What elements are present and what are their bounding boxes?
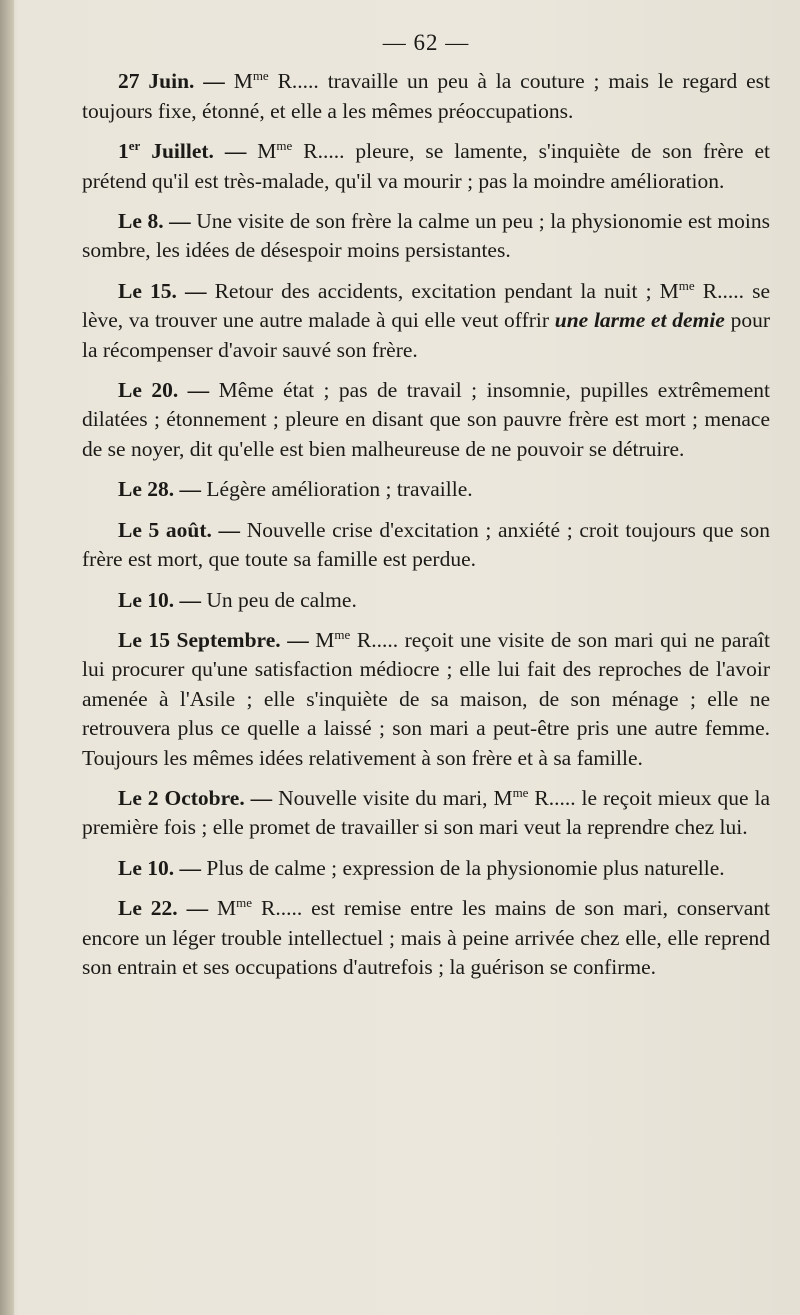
entry-le-8: Le 8. — Une visite de son frère la calme un peu ; la physionomie est moins sombre, les idées de désespoir moins persistantes. bbox=[82, 209, 771, 263]
entry-le-28: Le 28. — Légère amélioration ; travaille. bbox=[118, 477, 473, 502]
entry-1er-juillet: 1er Juillet. — $M^{me}$ R..... pleure, se lamente, s'inquiète de son frère et prétend qu'il est très-malade, qu'il va mourir ; pas la moindre amélioration. bbox=[82, 138, 770, 193]
entry-2-octobre: Le 2 Octobre. — Nouvelle visite du mari, $M^{me}$ R..... le reçoit mieux que la première fois ; elle promet de travailler si son mari veut la reprendre chez lui. bbox=[82, 784, 770, 840]
book-gutter bbox=[0, 0, 14, 1315]
entry-le-10-aout: Le 10. — Un peu de calme. bbox=[118, 587, 357, 612]
entry-27-juin: 27 Juin. — $M^{me}$ R..... travaille un peu à la couture ; mais le regard est toujours fixe, étonné, et elle a les mêmes préoccupations. bbox=[82, 68, 770, 123]
page-text bbox=[82, 28, 770, 993]
entry-15-septembre: Le 15 Septembre. — $M^{me}$ R..... reçoit une visite de son mari qui ne paraît lui procurer qu'une satisfaction médiocre ; elle lui fait des reproches de l'avoir amenée à l'Asile ; elle s'inquiète de sa maison, de son ménage ; elle ne retrouvera plus ce quelle a laissé ; son mari a peut-être pris une autre femme. Toujours les mêmes idées relativement à son frère et à sa famille. bbox=[82, 626, 771, 770]
entry-le-5-aout: Le 5 août. — Nouvelle crise d'excitation ; anxiété ; croit toujours que son frère est mort, que toute sa famille est perdue. bbox=[82, 517, 771, 572]
page-number: — 62 — bbox=[382, 30, 470, 55]
entry-le-20: Le 20. — Même état ; pas de travail ; insomnie, pupilles extrêmement dilatées ; étonnement ; pleure en disant que son pauvre frère est mort ; menace de se noyer, dit qu'elle est bien malheureuse de ne pouvoir se détruire. bbox=[82, 378, 771, 461]
entry-le-15: Le 15. — Retour des accidents, excitation pendant la nuit ; $M^{me}$ R..... se lève, va trouver une autre malade à qui elle veut offrir une larme et demie pour la récompenser d'avoir sauvé son frère. bbox=[82, 277, 770, 362]
entry-le-22: Le 22. — $M^{me}$ R..... est remise entre les mains de son mari, conservant encore un léger trouble intellectuel ; mais à peine arrivée chez elle, elle reprend son entrain et ses occupations d'autrefois ; la guérison se confirme. bbox=[82, 895, 770, 979]
entry-le-10-octobre: Le 10. — Plus de calme ; expression de la physionomie plus naturelle. bbox=[118, 855, 725, 880]
emphasis-larme: une larme et demie bbox=[554, 308, 725, 333]
